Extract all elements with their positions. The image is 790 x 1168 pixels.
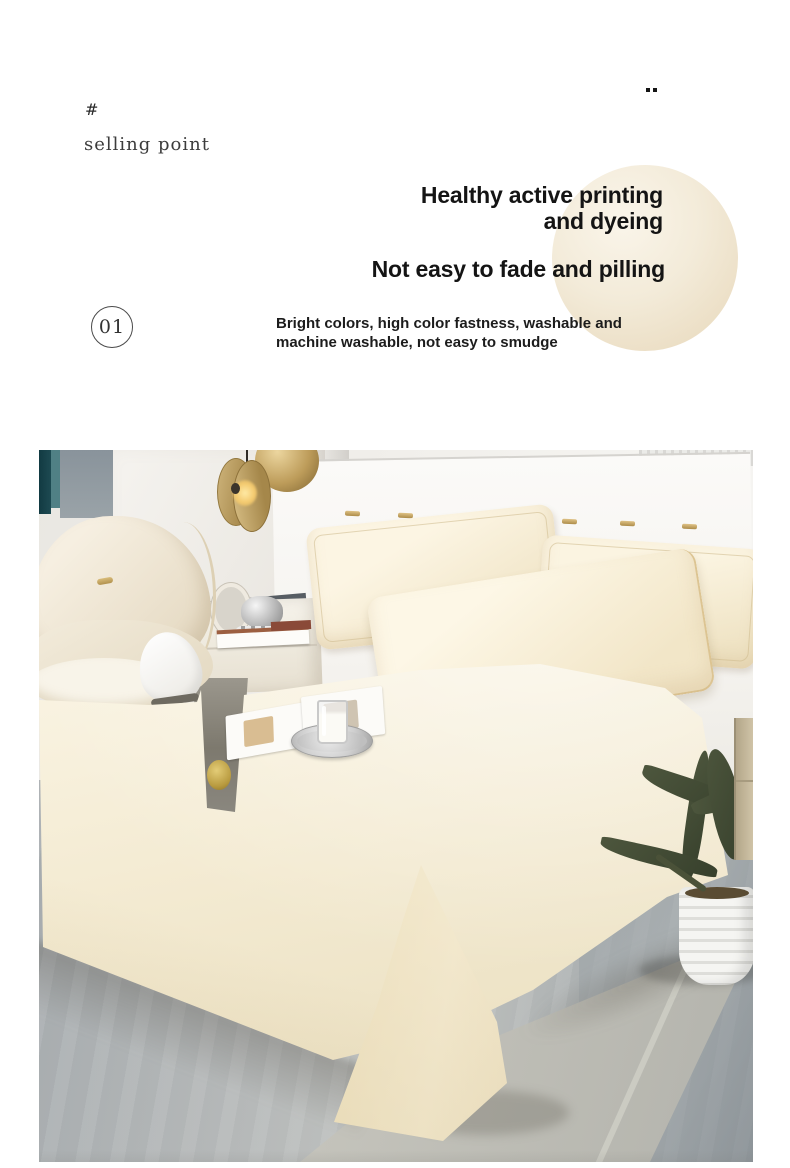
description-text: Bright colors, high color fastness, washable and machine washable, not easy to smudge <box>276 315 622 351</box>
eyebrow-label: selling point <box>84 134 210 155</box>
product-photo <box>39 450 753 1162</box>
nightstand-gold-leg <box>207 760 231 790</box>
headboard-gold-stud <box>562 519 577 525</box>
magazine-page <box>225 702 305 760</box>
headline <box>421 182 663 234</box>
subheadline: Not easy to fade and pilling <box>371 256 665 282</box>
headline-line-2: and dyeing <box>543 208 663 234</box>
hash-mark: # <box>85 100 99 119</box>
headboard-gold-stud <box>682 524 697 530</box>
decor-dots-icon <box>646 88 657 92</box>
curtain <box>39 450 51 514</box>
plant-soil <box>685 887 749 899</box>
wall-gray-panel <box>60 450 113 518</box>
selling-point-index: 01 <box>98 316 126 338</box>
milk-glass <box>317 700 348 744</box>
pendant-lamp-hub <box>231 483 240 494</box>
bedside-table-seam <box>736 780 753 782</box>
photo-bottom-shadow <box>39 1150 753 1162</box>
selling-point-index-badge <box>91 306 133 348</box>
headline-line-1: Healthy active printing <box>420 182 663 208</box>
headboard-gold-stud <box>345 511 360 517</box>
headboard-gold-stud <box>620 521 635 527</box>
curtain-fold <box>51 450 60 508</box>
plant-pot <box>679 887 753 985</box>
bedside-table-right <box>734 718 753 860</box>
